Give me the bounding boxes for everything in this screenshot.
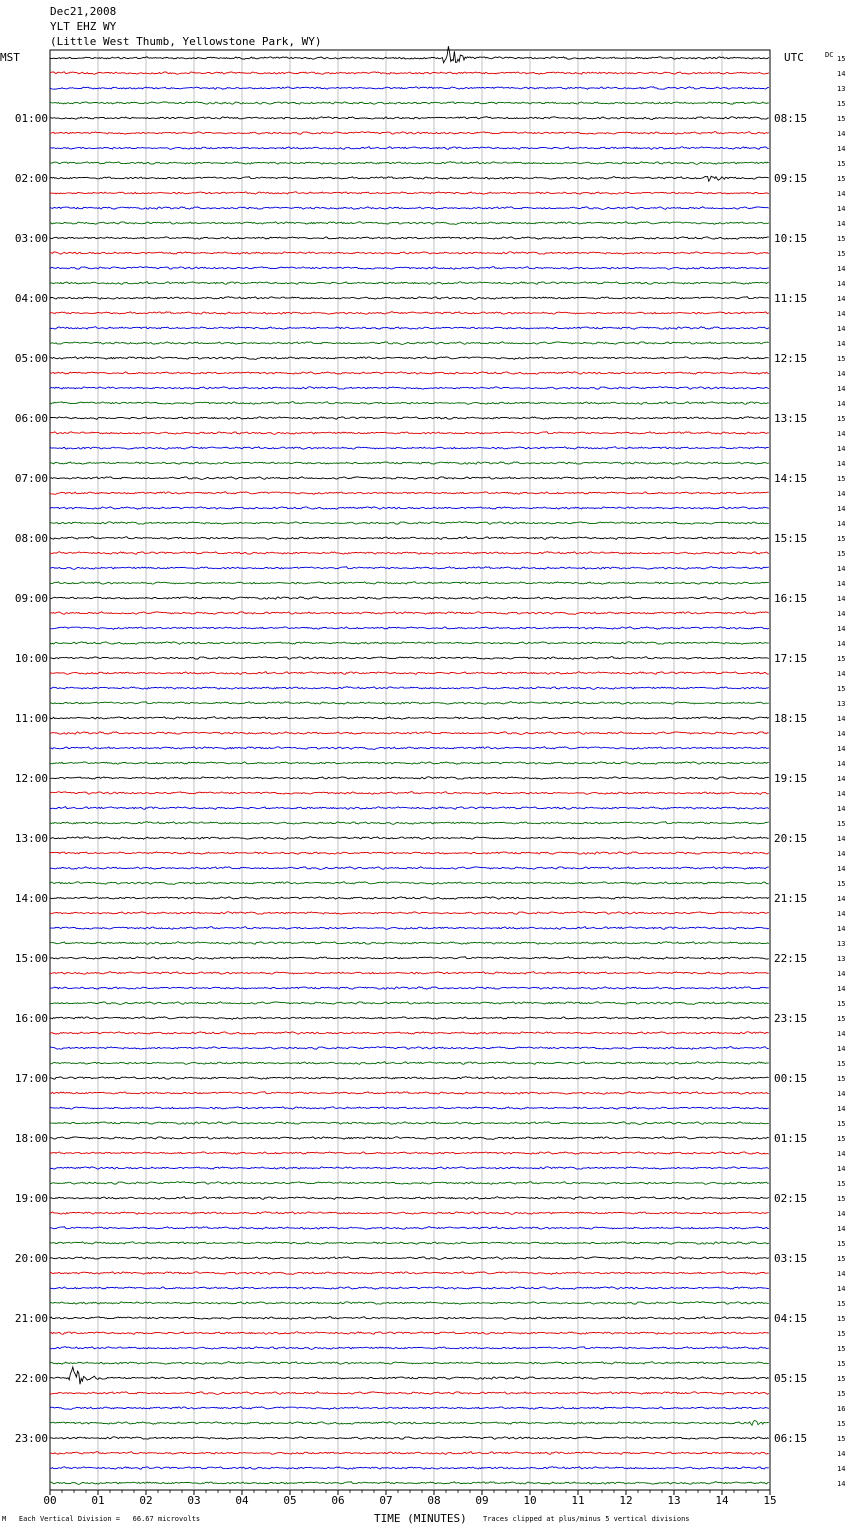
trace-line xyxy=(50,1347,769,1350)
trace-line xyxy=(50,582,769,585)
row-value-label: 15 xyxy=(837,1195,846,1203)
row-value-label: 13 xyxy=(837,700,846,708)
row-value-label: 14 xyxy=(837,625,846,633)
left-hour-label: 05:00 xyxy=(14,352,48,365)
right-hour-label: 19:15 xyxy=(774,772,808,785)
trace-line xyxy=(50,972,769,975)
trace-line xyxy=(50,657,769,660)
right-hour-label: 09:15 xyxy=(774,172,808,185)
trace-line xyxy=(50,222,769,225)
row-value-label: 14 xyxy=(837,1090,846,1098)
trace-line xyxy=(50,537,769,540)
trace-line xyxy=(50,1137,769,1140)
row-value-label: 14 xyxy=(837,295,846,303)
trace-line xyxy=(50,132,769,135)
trace-line xyxy=(50,1367,769,1384)
right-hour-label: 11:15 xyxy=(774,292,808,305)
left-hour-label: 16:00 xyxy=(14,1012,48,1025)
left-hour-label: 06:00 xyxy=(14,412,48,425)
right-hour-label: 23:15 xyxy=(774,1012,808,1025)
row-value-label: 15 xyxy=(837,475,846,483)
footer-mark: M xyxy=(2,1515,7,1523)
trace-line xyxy=(50,1062,769,1065)
row-value-label: 15 xyxy=(837,160,846,168)
row-value-label: 14 xyxy=(837,280,846,288)
row-value-label: 14 xyxy=(837,325,846,333)
trace-line xyxy=(50,1212,769,1215)
trace-line xyxy=(50,1272,769,1275)
trace-line xyxy=(50,717,769,720)
left-hour-label: 09:00 xyxy=(14,592,48,605)
row-value-label: 14 xyxy=(837,670,846,678)
trace-line xyxy=(50,402,769,405)
row-value-label: 14 xyxy=(837,130,846,138)
trace-line xyxy=(50,912,769,914)
trace-line xyxy=(50,1017,769,1020)
row-value-label: 15 xyxy=(837,1345,846,1353)
left-hour-label: 21:00 xyxy=(14,1312,48,1325)
right-hour-label: 06:15 xyxy=(774,1432,808,1445)
x-tick-label: 14 xyxy=(715,1494,729,1507)
row-value-label: 14 xyxy=(837,985,846,993)
trace-line xyxy=(50,957,769,960)
row-value-label: 15 xyxy=(837,535,846,543)
trace-line xyxy=(50,147,769,150)
row-value-label: 14 xyxy=(837,925,846,933)
row-value-label: 15 xyxy=(837,1315,846,1323)
right-hour-label: 21:15 xyxy=(774,892,808,905)
row-value-label: 15 xyxy=(837,550,846,558)
row-value-label: 14 xyxy=(837,565,846,573)
row-value-label: 13 xyxy=(837,85,846,93)
row-value-label: 14 xyxy=(837,1450,846,1458)
row-value-label: 15 xyxy=(837,115,846,123)
trace-line xyxy=(50,252,769,254)
row-value-label: 15 xyxy=(837,1420,846,1428)
trace-line xyxy=(50,1407,769,1410)
row-value-label: 14 xyxy=(837,190,846,198)
trace-line xyxy=(50,522,769,524)
trace-line xyxy=(50,1152,769,1154)
row-value-label: 14 xyxy=(837,400,846,408)
left-hour-label: 08:00 xyxy=(14,532,48,545)
left-hour-label: 15:00 xyxy=(14,952,48,965)
left-hour-label: 11:00 xyxy=(14,712,48,725)
row-value-label: 14 xyxy=(837,145,846,153)
trace-line xyxy=(50,46,769,63)
x-tick-label: 11 xyxy=(571,1494,585,1507)
row-value-label: 14 xyxy=(837,970,846,978)
row-value-label: 14 xyxy=(837,580,846,588)
row-value-label: 15 xyxy=(837,1180,846,1188)
trace-line xyxy=(50,1032,769,1034)
row-value-label: 14 xyxy=(837,790,846,798)
trace-line xyxy=(50,1437,769,1439)
row-value-label: 15 xyxy=(837,175,846,183)
scale-note xyxy=(2,1515,200,1523)
trace-line xyxy=(50,687,769,690)
row-value-label: 15 xyxy=(837,1255,846,1263)
date-label: Dec21,2008 xyxy=(50,5,117,18)
right-hour-label: 13:15 xyxy=(774,412,808,425)
left-hour-label: 01:00 xyxy=(14,112,48,125)
row-value-label: 15 xyxy=(837,1120,846,1128)
row-value-label: 14 xyxy=(837,1150,846,1158)
trace-line xyxy=(50,327,769,330)
left-hour-label: 23:00 xyxy=(14,1432,48,1445)
trace-line xyxy=(50,1182,769,1185)
trace-line xyxy=(50,462,769,464)
left-timezone-label: MST xyxy=(0,51,20,64)
row-value-label: 14 xyxy=(837,865,846,873)
x-tick-label: 15 xyxy=(763,1494,777,1507)
row-value-label: 15 xyxy=(837,685,846,693)
right-hour-label: 15:15 xyxy=(774,532,808,545)
trace-line xyxy=(50,1122,769,1125)
right-hour-label: 20:15 xyxy=(774,832,808,845)
location-label: (Little West Thumb, Yellowstone Park, WY) xyxy=(50,35,322,48)
x-tick-label: 12 xyxy=(619,1494,633,1507)
left-hour-label: 04:00 xyxy=(14,292,48,305)
left-hour-label: 22:00 xyxy=(14,1372,48,1385)
trace-line xyxy=(50,1167,769,1169)
right-hour-label: 00:15 xyxy=(774,1072,808,1085)
trace-line xyxy=(50,852,769,854)
trace-line xyxy=(50,1197,769,1200)
right-hour-label: 18:15 xyxy=(774,712,808,725)
x-tick-label: 09 xyxy=(475,1494,489,1507)
trace-line xyxy=(50,1317,769,1320)
row-value-label: 14 xyxy=(837,850,846,858)
trace-line xyxy=(50,627,769,629)
trace-line xyxy=(50,267,769,270)
right-timezone-label: UTC xyxy=(784,51,804,64)
trace-line xyxy=(50,702,769,705)
row-value-label: 14 xyxy=(837,1285,846,1293)
trace-line xyxy=(50,297,769,300)
right-hour-label: 01:15 xyxy=(774,1132,808,1145)
trace-line xyxy=(50,897,769,899)
row-value-label: 14 xyxy=(837,205,846,213)
right-hour-label: 22:15 xyxy=(774,952,808,965)
row-value-label: 14 xyxy=(837,430,846,438)
row-value-label: 15 xyxy=(837,1390,846,1398)
x-tick-label: 06 xyxy=(331,1494,345,1507)
row-value-label: 14 xyxy=(837,1210,846,1218)
trace-line xyxy=(50,117,769,120)
left-hour-label: 14:00 xyxy=(14,892,48,905)
x-tick-label: 08 xyxy=(427,1494,441,1507)
row-value-label: 14 xyxy=(837,835,846,843)
left-hour-label: 18:00 xyxy=(14,1132,48,1145)
trace-line xyxy=(50,417,769,420)
trace-line xyxy=(50,747,769,750)
row-value-label: 14 xyxy=(837,760,846,768)
trace-line xyxy=(50,357,769,360)
trace-line xyxy=(50,672,769,675)
trace-line xyxy=(50,792,769,795)
left-hour-label: 19:00 xyxy=(14,1192,48,1205)
trace-line xyxy=(50,282,769,285)
x-tick-label: 10 xyxy=(523,1494,537,1507)
trace-line xyxy=(50,927,769,930)
row-value-label: 15 xyxy=(837,1240,846,1248)
row-value-label: 14 xyxy=(837,805,846,813)
left-hour-label: 02:00 xyxy=(14,172,48,185)
row-value-label: 14 xyxy=(837,445,846,453)
trace-line xyxy=(50,447,769,450)
row-value-label: 14 xyxy=(837,1465,846,1473)
trace-line xyxy=(50,807,769,810)
trace-line xyxy=(50,192,769,195)
row-value-label: 14 xyxy=(837,610,846,618)
right-hour-label: 10:15 xyxy=(774,232,808,245)
right-hour-label: 03:15 xyxy=(774,1252,808,1265)
x-tick-label: 13 xyxy=(667,1494,681,1507)
row-value-label: 14 xyxy=(837,310,846,318)
row-value-label: 14 xyxy=(837,1225,846,1233)
right-hour-label: 12:15 xyxy=(774,352,808,365)
trace-line xyxy=(50,1077,769,1080)
trace-line xyxy=(50,597,769,600)
row-value-label: 14 xyxy=(837,1105,846,1113)
x-tick-label: 05 xyxy=(283,1494,297,1507)
trace-line xyxy=(50,612,769,615)
trace-line xyxy=(50,1287,769,1289)
trace-line xyxy=(50,1421,769,1426)
trace-line xyxy=(50,1227,769,1230)
trace-line xyxy=(50,987,769,989)
trace-line xyxy=(50,1362,769,1365)
scale-text: Each Vertical Division = 66.67 microvolts xyxy=(18,1515,201,1523)
x-tick-label: 00 xyxy=(43,1494,57,1507)
left-hour-label: 03:00 xyxy=(14,232,48,245)
row-value-label: 14 xyxy=(837,385,846,393)
trace-line xyxy=(50,1002,769,1005)
right-hour-label: 02:15 xyxy=(774,1192,808,1205)
right-hour-label: 17:15 xyxy=(774,652,808,665)
trace-line xyxy=(50,492,769,495)
left-hour-label: 17:00 xyxy=(14,1072,48,1085)
trace-line xyxy=(50,342,769,345)
row-value-label: 15 xyxy=(837,250,846,258)
row-value-label: 15 xyxy=(837,1135,846,1143)
row-value-label: 15 xyxy=(837,1360,846,1368)
right-hour-label: 04:15 xyxy=(774,1312,808,1325)
trace-line xyxy=(50,1332,769,1335)
trace-line xyxy=(50,837,769,840)
trace-line xyxy=(50,1467,769,1469)
trace-line xyxy=(50,312,769,315)
left-hour-label: 20:00 xyxy=(14,1252,48,1265)
row-value-label: 14 xyxy=(837,220,846,228)
row-value-label: 14 xyxy=(837,490,846,498)
row-value-label: 15 xyxy=(837,415,846,423)
right-hour-label: 08:15 xyxy=(774,112,808,125)
x-tick-label: 03 xyxy=(187,1494,201,1507)
trace-line xyxy=(50,882,769,885)
row-value-label: 13 xyxy=(837,955,846,963)
row-value-label: 15 xyxy=(837,1375,846,1383)
trace-group xyxy=(50,46,769,1484)
row-value-label: 15 xyxy=(837,100,846,108)
trace-line xyxy=(50,176,769,181)
trace-line xyxy=(50,567,769,570)
row-value-label: 15 xyxy=(837,880,846,888)
trace-line xyxy=(50,1242,769,1245)
row-value-label: 14 xyxy=(837,910,846,918)
trace-line xyxy=(50,1482,769,1485)
trace-line xyxy=(50,762,769,764)
trace-line xyxy=(50,432,769,435)
station-label: YLT EHZ WY xyxy=(50,20,117,33)
axis-labels xyxy=(0,51,845,1507)
trace-line xyxy=(50,732,769,735)
trace-line xyxy=(50,1392,769,1395)
row-value-label: 14 xyxy=(837,70,846,78)
row-value-label: 14 xyxy=(837,1480,846,1488)
trace-line xyxy=(50,1257,769,1260)
row-value-label: 15 xyxy=(837,1330,846,1338)
row-value-label: 14 xyxy=(837,520,846,528)
row-value-label: 15 xyxy=(837,235,846,243)
row-value-label: 14 xyxy=(837,460,846,468)
left-hour-label: 07:00 xyxy=(14,472,48,485)
clip-note: Traces clipped at plus/minus 5 vertical divisions xyxy=(483,1515,690,1523)
trace-line xyxy=(50,642,769,644)
row-value-label: 15 xyxy=(837,1015,846,1023)
row-value-label: 14 xyxy=(837,1270,846,1278)
row-value-label: 14 xyxy=(837,1165,846,1173)
x-tick-label: 01 xyxy=(91,1494,105,1507)
right-hour-label: 16:15 xyxy=(774,592,808,605)
row-value-label: 16 xyxy=(837,1405,846,1413)
dc-label: DC xyxy=(825,51,834,59)
plot-frame xyxy=(50,50,770,1490)
row-value-label: 14 xyxy=(837,730,846,738)
row-value-label: 14 xyxy=(837,595,846,603)
trace-line xyxy=(50,867,769,870)
trace-line xyxy=(50,552,769,554)
row-value-label: 13 xyxy=(837,940,846,948)
row-value-label: 14 xyxy=(837,340,846,348)
row-value-label: 14 xyxy=(837,640,846,648)
row-value-label: 14 xyxy=(837,775,846,783)
trace-line xyxy=(50,1047,769,1050)
trace-line xyxy=(50,477,769,480)
row-value-label: 15 xyxy=(837,1060,846,1068)
trace-line xyxy=(50,372,769,374)
row-value-label: 14 xyxy=(837,1045,846,1053)
trace-line xyxy=(50,822,769,825)
trace-line xyxy=(50,1452,769,1455)
trace-line xyxy=(50,777,769,779)
trace-line xyxy=(50,1302,769,1304)
left-hour-label: 12:00 xyxy=(14,772,48,785)
trace-line xyxy=(50,942,769,945)
row-value-label: 15 xyxy=(837,55,846,63)
trace-line xyxy=(50,72,769,74)
row-value-label: 15 xyxy=(837,1075,846,1083)
trace-line xyxy=(50,162,769,165)
row-value-label: 15 xyxy=(837,820,846,828)
plot-grid xyxy=(50,50,770,1495)
right-hour-label: 14:15 xyxy=(774,472,808,485)
trace-line xyxy=(50,102,769,104)
x-tick-label: 04 xyxy=(235,1494,249,1507)
trace-line xyxy=(50,1107,769,1110)
row-value-label: 14 xyxy=(837,1030,846,1038)
trace-line xyxy=(50,87,769,90)
row-value-label: 15 xyxy=(837,355,846,363)
trace-line xyxy=(50,237,769,239)
row-value-label: 15 xyxy=(837,1435,846,1443)
right-hour-label: 05:15 xyxy=(774,1372,808,1385)
left-hour-label: 13:00 xyxy=(14,832,48,845)
trace-line xyxy=(50,387,769,389)
x-tick-label: 02 xyxy=(139,1494,153,1507)
trace-line xyxy=(50,507,769,509)
trace-line xyxy=(50,1092,769,1095)
row-value-label: 14 xyxy=(837,745,846,753)
left-hour-label: 10:00 xyxy=(14,652,48,665)
row-value-label: 15 xyxy=(837,1000,846,1008)
x-tick-label: 07 xyxy=(379,1494,393,1507)
row-value-label: 14 xyxy=(837,265,846,273)
trace-line xyxy=(50,207,769,210)
row-value-label: 14 xyxy=(837,370,846,378)
row-value-label: 15 xyxy=(837,655,846,663)
row-value-label: 14 xyxy=(837,715,846,723)
row-value-label: 15 xyxy=(837,1300,846,1308)
row-value-label: 14 xyxy=(837,895,846,903)
x-axis-label: TIME (MINUTES) xyxy=(374,1512,467,1525)
row-value-label: 14 xyxy=(837,505,846,513)
